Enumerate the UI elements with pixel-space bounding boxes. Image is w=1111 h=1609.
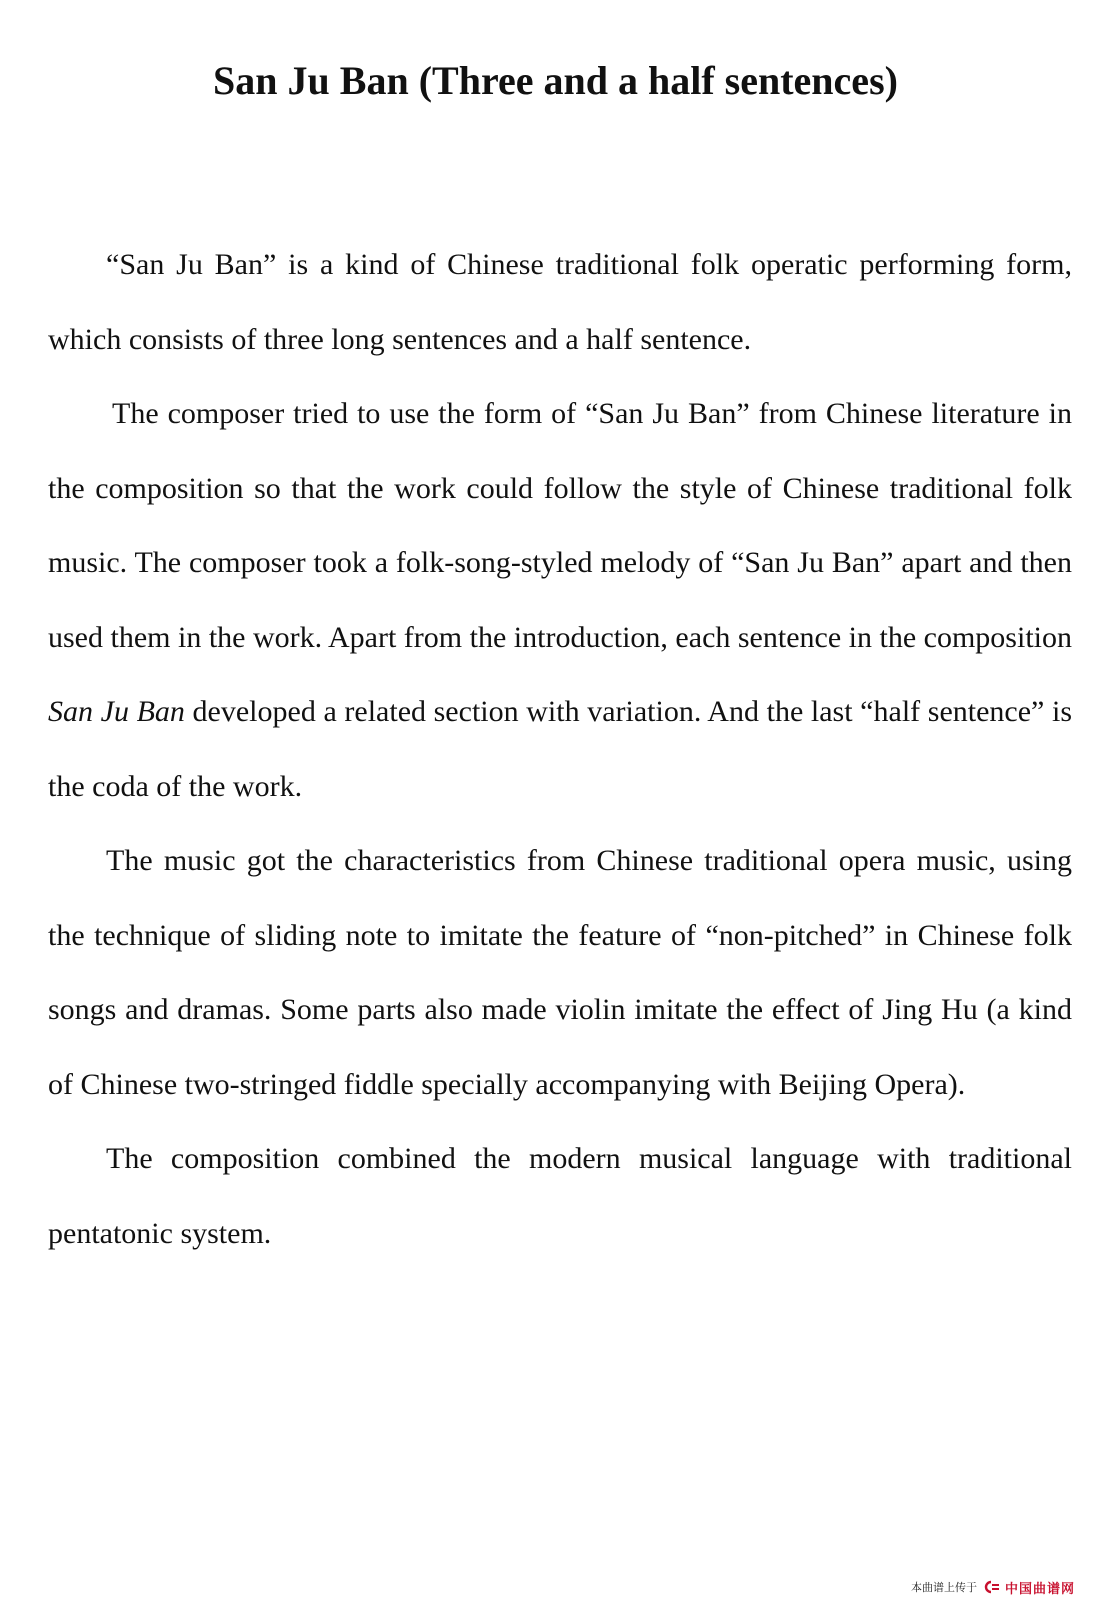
composition-title-italic: San Ju Ban bbox=[48, 695, 185, 728]
site-logo-icon bbox=[982, 1580, 1000, 1594]
paragraph-2-text-after: developed a related section with variation. And the last “half sentence” is the coda of the work. bbox=[48, 695, 1072, 803]
page-title: San Ju Ban (Three and a half sentences) bbox=[213, 58, 898, 103]
paragraph-3 bbox=[48, 824, 1072, 1122]
document-body bbox=[48, 228, 1072, 1271]
watermark-site-name: 中国曲谱网 bbox=[1004, 1581, 1075, 1597]
paragraph-1 bbox=[48, 228, 1072, 377]
watermark-upload-text: 本曲谱上传于 bbox=[910, 1581, 977, 1594]
paragraph-3-text: The music got the characteristics from Chinese traditional opera music, using the technique of sliding note to imitate the feature of “non-pitched” in Chinese folk songs and dramas. Some parts also made violin imitate the effect of Jing Hu (a kind of Chinese two-stringed fiddle specially accompanying with Beijing Opera). bbox=[48, 844, 1072, 1101]
paragraph-4-text: The composition combined the modern musical language with traditional pentatonic system. bbox=[48, 1142, 1072, 1250]
paragraph-2 bbox=[48, 377, 1072, 824]
paragraph-2-text: The composer tried to use the form of “San Ju Ban” from Chinese literature in the composition so that the work could follow the style of Chinese traditional folk music. The composer took a folk-song-styled melody of “San Ju Ban” apart and then used them in the work. Apart from the introduction, each sentence in the composition bbox=[48, 397, 1072, 654]
paragraph-4 bbox=[48, 1122, 1072, 1271]
watermark bbox=[911, 1577, 1075, 1597]
paragraph-1-text: “San Ju Ban” is a kind of Chinese traditional folk operatic performing form, which consists of three long sentences and a half sentence. bbox=[48, 248, 1072, 356]
